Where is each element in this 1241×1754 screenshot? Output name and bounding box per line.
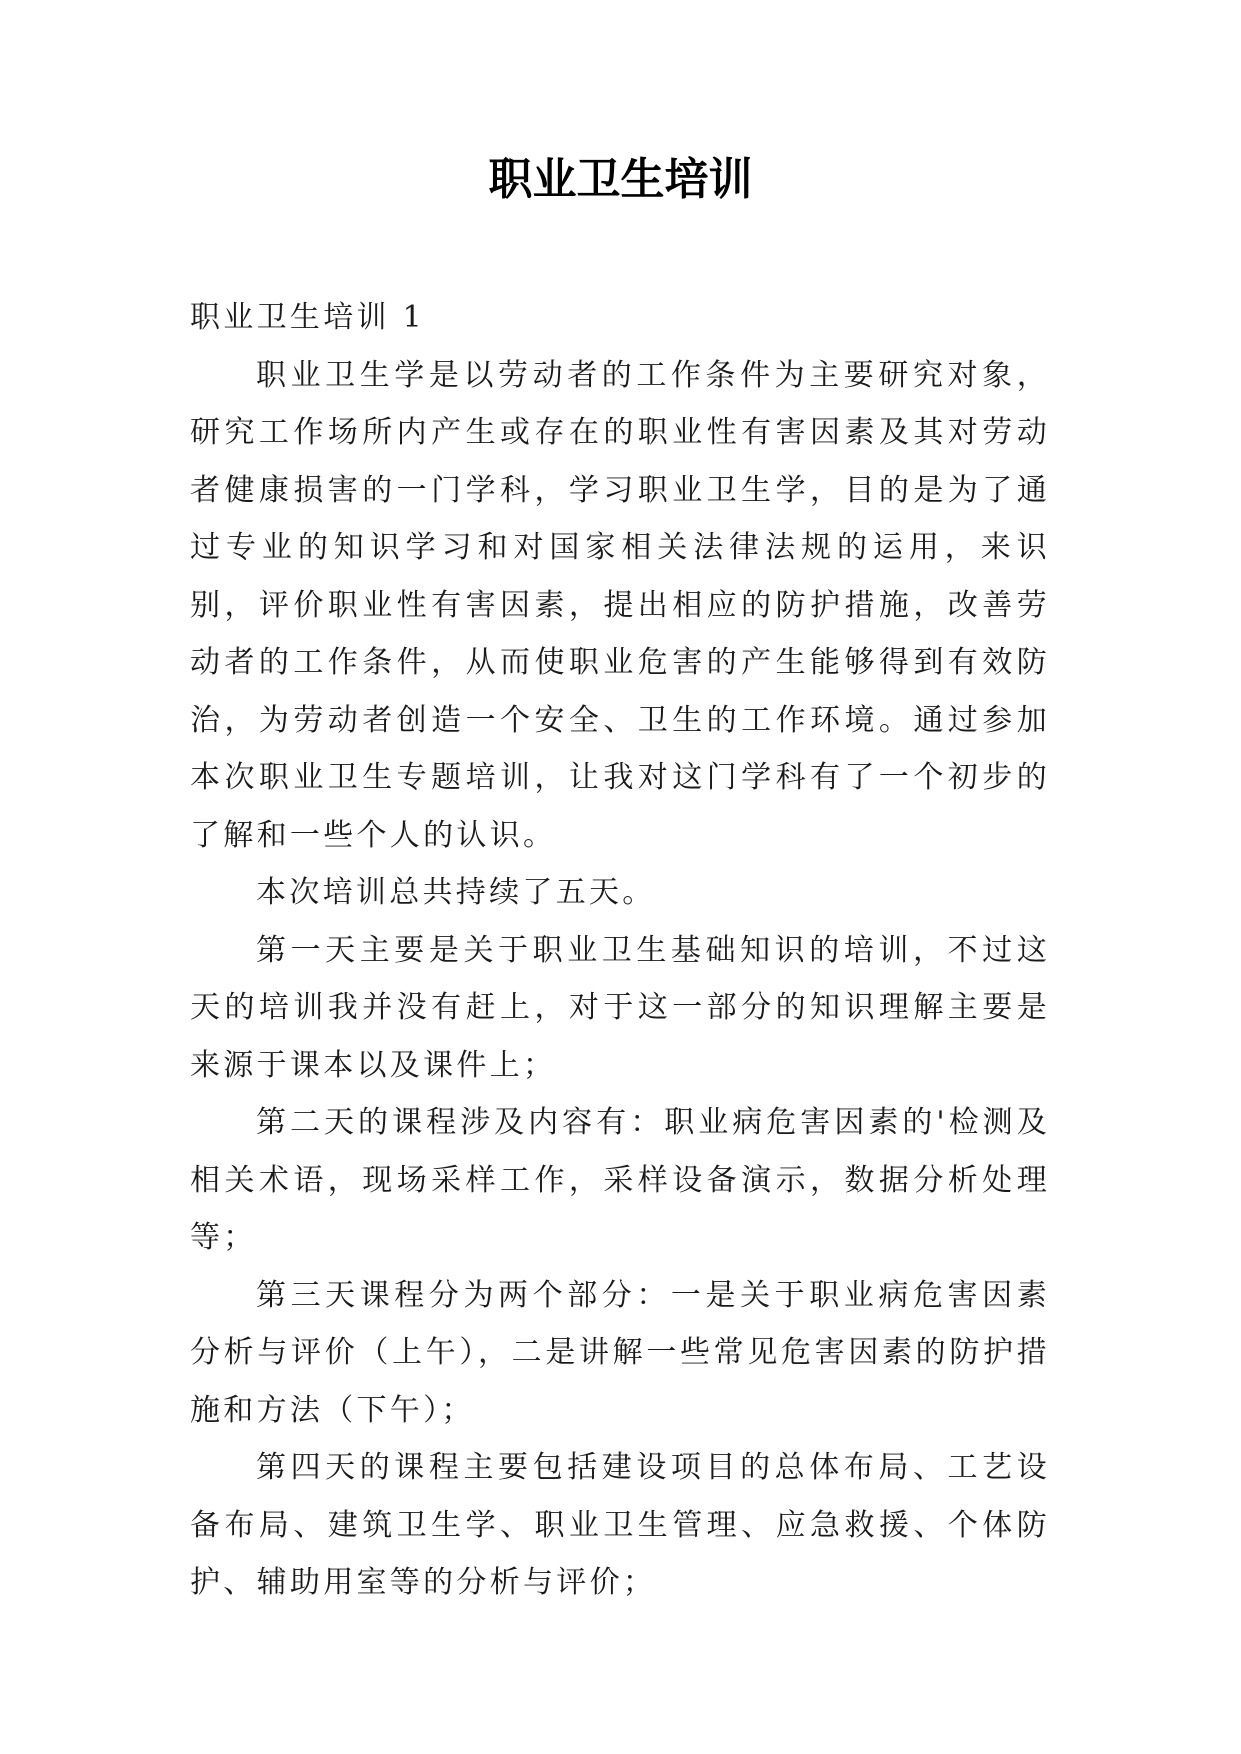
- paragraph-day-two: 第二天的课程涉及内容有：职业病危害因素的'检测及相关术语，现场采样工作，采样设备演示，数据分析处理等；: [190, 1105, 1050, 1255]
- paragraph-day-four: 第四天的课程主要包括建设项目的总体布局、工艺设备布局、建筑卫生学、职业卫生管理、应急救援、个体防护、辅助用室等的分析与评价；: [190, 1450, 1050, 1600]
- paragraph-duration: 本次培训总共持续了五天。: [256, 875, 656, 910]
- document-title: 职业卫生培训: [488, 154, 753, 205]
- paragraph-intro: 职业卫生学是以劳动者的工作条件为主要研究对象，研究工作场所内产生或存在的职业性有害因素及其对劳动者健康损害的一门学科，学习职业卫生学，目的是为了通过专业的知识学习和对国家相关法律法规的运用，来识别，评价职业性有害因素，提出相应的防护措施，改善劳动者的工作条件，从而使职业危害的产生能够得到有效防治，为劳动者创造一个安全、卫生的工作环境。通过参加本次职业卫生专题培训，让我对这门学科有了一个初步的了解和一些个人的认识。: [190, 357, 1050, 853]
- paragraph-day-one: 第一天主要是关于职业卫生基础知识的培训，不过这天的培训我并没有赶上，对于这一部分的知识理解主要是来源于课本以及课件上；: [190, 932, 1050, 1083]
- document-body: [190, 289, 1050, 1612]
- paragraph-day-three: 第三天课程分为两个部分：一是关于职业病危害因素分析与评价（上午），二是讲解一些常见危害因素的防护措施和方法（下午）；: [190, 1277, 1050, 1428]
- section-heading: 职业卫生培训 1: [190, 300, 426, 335]
